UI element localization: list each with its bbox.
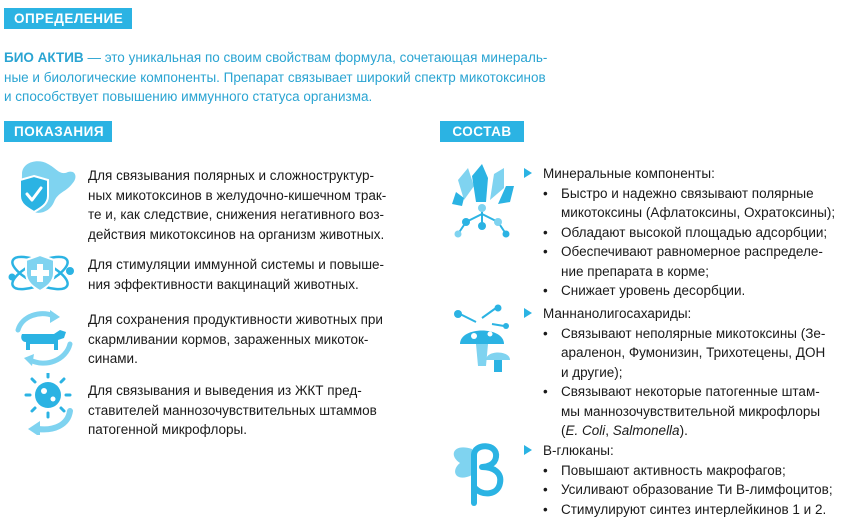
composition-bullet: • Снижает уровень десорбции. (543, 281, 863, 301)
indication-line: ных микотоксинов в желудочно-кишечном трак- (88, 187, 387, 203)
composition-bullet: • Обладают высокой площадью адсорбции; (543, 223, 863, 243)
immune-shield-icon (8, 243, 78, 305)
indication-line: действия микотоксинов на организм животных. (88, 226, 385, 242)
definition-line: и способствует повышению иммунного статуса организма. (4, 89, 373, 104)
indication-item (4, 255, 424, 305)
indication-line: Для сохранения продуктивности животных при (88, 312, 383, 327)
indication-item (4, 381, 424, 441)
composition-bullet: • Повышают активность макрофагов; (543, 461, 863, 481)
indication-line: ставителей маннозочувствительных штаммов (88, 402, 377, 418)
composition-group (440, 304, 865, 438)
beta-glucan-icon (446, 441, 520, 517)
section-header-composition: СОСТАВ (440, 121, 524, 142)
section-header-definition: ОПРЕДЕЛЕНИЕ (4, 8, 132, 29)
composition-bullet: • Усиливают образование Ти В-лимфоцитов; (543, 480, 863, 500)
cow-cycle-icon (8, 308, 78, 370)
bullet-triangle-icon (524, 168, 532, 178)
composition-title: Минеральные компоненты: (543, 166, 715, 181)
composition-bullet: • Обеспечивают равномерное распределе- ние препарата в корме; (543, 242, 863, 281)
indication-line: Для связывания полярных и сложноструктур- (88, 168, 374, 183)
composition-bullet: • Стимулируют синтез интерлейкинов 1 и 2. (543, 500, 863, 520)
indication-line: Для стимуляции иммунной системы и повыше- (88, 257, 385, 272)
definition-line: ные и биологические компоненты. Препарат связывает широкий спектр микотоксинов (4, 69, 546, 85)
crystals-icon (446, 164, 520, 240)
section-header-indications: ПОКАЗАНИЯ (4, 121, 112, 142)
shield-stomach-icon (8, 158, 78, 220)
definition-text (4, 48, 614, 107)
pathogen-arrow-icon (8, 373, 78, 435)
composition-title: B-глюканы: (543, 443, 614, 458)
indication-line: синами. (88, 351, 138, 366)
composition-bullet: • Связывают некоторые патогенные штам- мы маннозочувствительной микрофлоры (E. Coli, Salmonella). (543, 382, 863, 441)
composition-group (440, 441, 865, 521)
bullet-triangle-icon (524, 445, 532, 455)
mushroom-molecule-icon (446, 304, 520, 380)
composition-bullet: • Связывают неполярные микотоксины (Зе- араленон, Фумонизин, Трихотецены, ДОН и другие); (543, 324, 863, 383)
definition-line: — это уникальная по своим свойствам формула, сочетающая минераль- (83, 50, 548, 65)
indication-line: Для связывания и выведения из ЖКТ пред- (88, 383, 362, 398)
bullet-triangle-icon (524, 308, 532, 318)
composition-bullet: • Быстро и надежно связывают полярные микотоксины (Афлатоксины, Охратоксины); (543, 184, 863, 223)
indication-item (4, 166, 424, 246)
indication-item (4, 310, 424, 370)
indication-line: скармливании кормов, зараженных микоток- (88, 331, 369, 347)
indication-line: ния эффективности вакцинаций животных. (88, 276, 359, 292)
composition-group (440, 164, 865, 298)
brand-name: БИО АКТИВ (4, 50, 84, 65)
indication-line: патогенной микрофлоры. (88, 422, 247, 437)
indication-line: те и, как следствие, снижения негативного воз- (88, 207, 385, 222)
composition-title: Маннанолигосахариды: (543, 306, 692, 321)
